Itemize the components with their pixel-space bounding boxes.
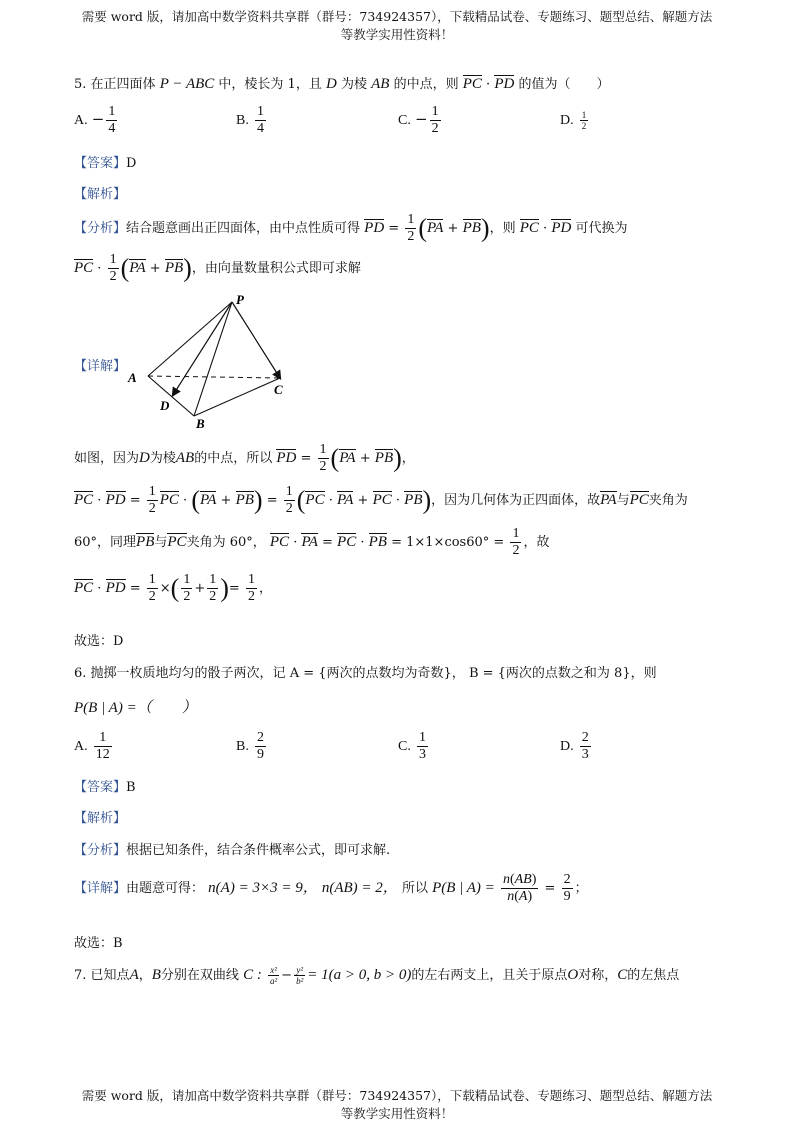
q6-jiexi: 【解析】 (74, 811, 127, 826)
label-b: B (196, 416, 205, 430)
footer-line-1: 需要 word 版，请加高中数学资料共享群（群号：734924357），下载精品试卷、专题练习、题型总结、解题方法 (81, 1088, 713, 1103)
label-d: D (160, 398, 170, 413)
vector-pd (173, 302, 232, 395)
q5-answer: 【答案】D (74, 156, 137, 171)
q5-xiangjie-tag: 【详解】 (74, 359, 127, 374)
label-a: A (128, 370, 137, 385)
label-c: C (274, 382, 283, 397)
q6-option-d: D. $\frac{2}{3}$ (560, 730, 589, 762)
q6-fenxi: 【分析】根据已知条件，结合条件概率公式，即可求解. (74, 843, 391, 858)
edge-ab (148, 376, 194, 416)
footer-line-2: 等教学实用性资料！ (340, 1106, 454, 1121)
vector-pc (232, 302, 280, 378)
q5-option-c: C. − $\frac{1}{2}$ (398, 104, 439, 136)
q5-option-b: B. $\frac{1}{4}$ (236, 104, 264, 136)
q5-option-a: A. − $\frac{1}{4}$ (74, 104, 116, 136)
q5-detail-line-4: PC · PD = $\frac{1}{2}$ ×( $\frac{1}{2}$ + $\frac{1}{2}$ )= $\frac{1}{2}$ ， (74, 572, 272, 604)
q5-fenxi-line-2: PC · $\frac{1}{2}$ (PA + PB)，由向量数量积公式即可求解 (74, 252, 361, 284)
edge-bc (194, 378, 280, 416)
header-line-2: 等教学实用性资料！ (340, 27, 454, 42)
q6-option-a: A. $\frac{1}{12}$ (74, 730, 110, 762)
edge-ac-hidden (148, 376, 280, 378)
label-p: P (236, 292, 244, 307)
q5-jiexi: 【解析】 (74, 187, 127, 202)
q5-option-d: D. $\frac{1}{2}$ (560, 110, 587, 131)
q6-stem-line-2: P(B | A) =（ ） (74, 700, 197, 716)
q6-detail: 【详解】由题意可得： n(A) = 3×3 = 9， n(AB) = 2， 所以 P(B | A) = $\frac{n(AB)}{n(A)}$ = $\frac{2}{9}$ ； (74, 872, 588, 904)
q5-fenxi-line-1: 【分析】结合题意画出正四面体，由中点性质可得 PD = $\frac{1}{2}$ (PA + PB)，则 PC · PD 可代换为 (74, 212, 628, 244)
q6-stem-line-1: 6. 抛掷一枚质地均匀的骰子两次，记 A = {两次的点数均为奇数}， B = {两次的点数之和为 8}，则 (74, 666, 657, 681)
q6-answer: 【答案】B (74, 780, 136, 795)
q6-option-c: C. $\frac{1}{3}$ (398, 730, 426, 762)
q6-choice: 故选：B (74, 936, 123, 951)
q6-option-b: B. $\frac{2}{9}$ (236, 730, 264, 762)
q5-detail-line-1: 如图，因为D为棱AB的中点，所以 PD = $\frac{1}{2}$ (PA + PB)， (74, 442, 415, 474)
q5-stem: 5. 在正四面体 P − ABC 中，棱长为 1，且 D 为棱 AB 的中点，则 PC · PD 的值为（ ） (74, 76, 610, 92)
q5-choice: 故选：D (74, 634, 124, 649)
q5-detail-line-3: 60°，同理PB与PC夹角为 60°， PC · PA = PC · PB = 1×1×cos60° = $\frac{1}{2}$ ，故 (74, 526, 550, 558)
header-line-1: 需要 word 版，请加高中数学资料共享群（群号：734924357），下载精品试卷、专题练习、题型总结、解题方法 (81, 9, 713, 24)
tetrahedron-figure (120, 290, 300, 430)
q7-stem: 7. 已知点A，B分别在双曲线 C : $\frac{\text{x²}}{\text{a²}}$ − $\frac{\text{y²}}{\text{b²}}$ = 1(a > 0, b > 0)的左右两支上，且关于原点O对称，C的左焦点 (74, 965, 680, 986)
q5-detail-line-2: PC · PD = $\frac{1}{2}$ PC · (PA + PB) = $\frac{1}{2}$ (PC · PA + PC · PB)，因为几何体为正四面体，故PA与PC夹角为 (74, 484, 688, 516)
